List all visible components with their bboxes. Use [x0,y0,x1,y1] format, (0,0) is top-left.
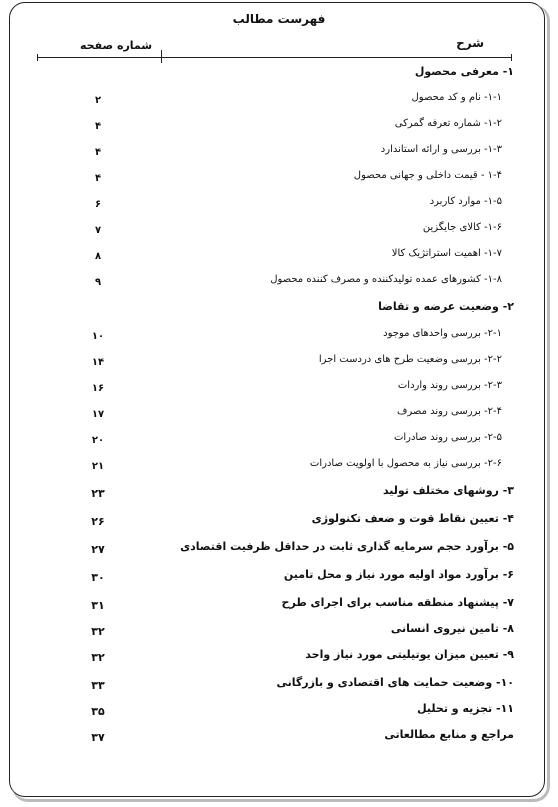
toc-entry [0,220,558,242]
toc-entry [0,430,558,452]
toc-entry [0,142,558,164]
toc-entry-page: ۴ [94,173,102,184]
toc-entry-label: ۱-۷- اهمیت استراتژیک کالا [391,248,502,259]
toc-entry-page: ۴ [94,147,102,158]
toc-entry [0,700,558,722]
toc-entry-page: ۲۷ [91,543,105,556]
toc-entry-label: ۱-۶- کالای جایگزین [422,222,502,233]
toc-entry [0,674,558,696]
toc-entry-label: ۲- وضعیت عرضه و تقاضا [378,300,514,313]
toc-entry-label: ۲-۵- بررسی روند صادرات [393,432,502,443]
header-column-divider [161,50,162,63]
toc-entry [0,594,558,616]
toc-entry [0,168,558,190]
toc-entry [0,566,558,588]
toc-entry-page: ۳۲ [91,625,105,638]
toc-title: فهرست مطالب [232,12,326,26]
toc-entry-label: ۴- تعیین نقاط قوت و ضعف تکنولوژی [311,512,514,525]
toc-entry-label: ۱-۸- کشورهای عمده تولیدکننده و مصرف کننده محصول [270,274,502,285]
toc-entry-page: ۷ [94,225,102,236]
toc-entry-page: ۲۶ [91,515,105,528]
toc-entry-label: ۸- تامین نیروی انسانی [390,622,514,635]
toc-entry-page: ۱۰ [91,331,105,342]
toc-entry-label: ۱-۱- نام و کد محصول [411,92,502,103]
toc-entry-label: ۱-۴ - قیمت داخلی و جهانی محصول [353,170,502,181]
toc-entry-label: ۲-۶- بررسی نیاز به محصول با اولویت صادرات [309,458,502,469]
toc-entry [0,298,558,320]
toc-entry [0,272,558,294]
toc-entry-label: ۲-۳- بررسی روند واردات [397,380,502,391]
toc-entry-page: ۳۵ [91,705,105,718]
toc-entry [0,510,558,532]
toc-entry-label: ۹- تعیین میزان یوتیلیتی مورد نیاز واحد [305,648,514,661]
toc-entry-label: ۵- برآورد حجم سرمایه گذاری ثابت در حداقل ظرفیت اقتصادی [180,540,514,553]
toc-entry-page: ۳۰ [91,571,105,584]
toc-entry-page: ۱۶ [91,383,105,394]
toc-entry-page: ۲۱ [91,461,105,472]
header-rule-right-tick [511,54,512,61]
description-header: شرح [456,36,484,50]
toc-entry-page: ۱۷ [91,409,105,420]
toc-entry-label: ۲-۲- بررسی وضعیت طرح های دردست اجرا [318,354,502,365]
toc-entry [0,378,558,400]
toc-entry [0,538,558,560]
toc-entry [0,646,558,668]
toc-entry [0,456,558,478]
toc-entry-page: ۳۲ [91,651,105,664]
toc-entry [0,482,558,504]
toc-entry [0,726,558,748]
toc-entry-page: ۹ [94,277,102,288]
toc-entry [0,116,558,138]
toc-entry-label: ۲-۴- بررسی روند مصرف [397,406,502,417]
toc-entry-label: ۱۰- وضعیت حمایت های اقتصادی و بازرگانی [276,676,514,689]
header-rule [37,57,512,58]
toc-entry [0,326,558,348]
toc-entry-page: ۲ [94,95,102,106]
toc-entry [0,352,558,374]
toc-entry-label: ۳- روشهای مختلف تولید [382,484,514,497]
toc-entry-label: ۱- معرفی محصول [414,65,514,78]
toc-entry-page: ۲۰ [91,435,105,446]
toc-entry-page: ۸ [94,251,102,262]
header-rule-left-tick [37,54,38,61]
toc-entry [0,404,558,426]
toc-entry [0,246,558,268]
page-number-header: شماره صفحه [80,39,153,52]
toc-entry-page: ۲۳ [91,487,105,500]
toc-entry-label: ۶- برآورد مواد اولیه مورد نیاز و محل تامین [283,568,514,581]
toc-entry-page: ۳۳ [91,679,105,692]
toc-entry-page: ۶ [94,199,102,210]
toc-entry-label: مراجع و منابع مطالعاتی [384,728,514,741]
toc-entry-label: ۷- پیشنهاد منطقه مناسب برای اجرای طرح [281,596,514,609]
toc-entry-page: ۱۴ [91,357,105,368]
toc-entry-label: ۱-۲- شماره تعرفه گمرکی [394,118,502,129]
toc-entry-page: ۴ [94,121,102,132]
toc-entry-label: ۱-۵- موارد کاربرد [429,196,502,207]
toc-entry-label: ۲-۱- بررسی واحدهای موجود [383,328,502,339]
toc-entry [0,63,558,85]
toc-entry-label: ۱۱- تجزیه و تحلیل [417,702,514,715]
toc-entry [0,194,558,216]
toc-entry [0,620,558,642]
toc-entry-label: ۱-۳- بررسی و ارائه استاندارد [380,144,502,155]
toc-entry-page: ۳۷ [91,731,105,744]
toc-entry-page: ۳۱ [91,599,105,612]
toc-entry [0,90,558,112]
